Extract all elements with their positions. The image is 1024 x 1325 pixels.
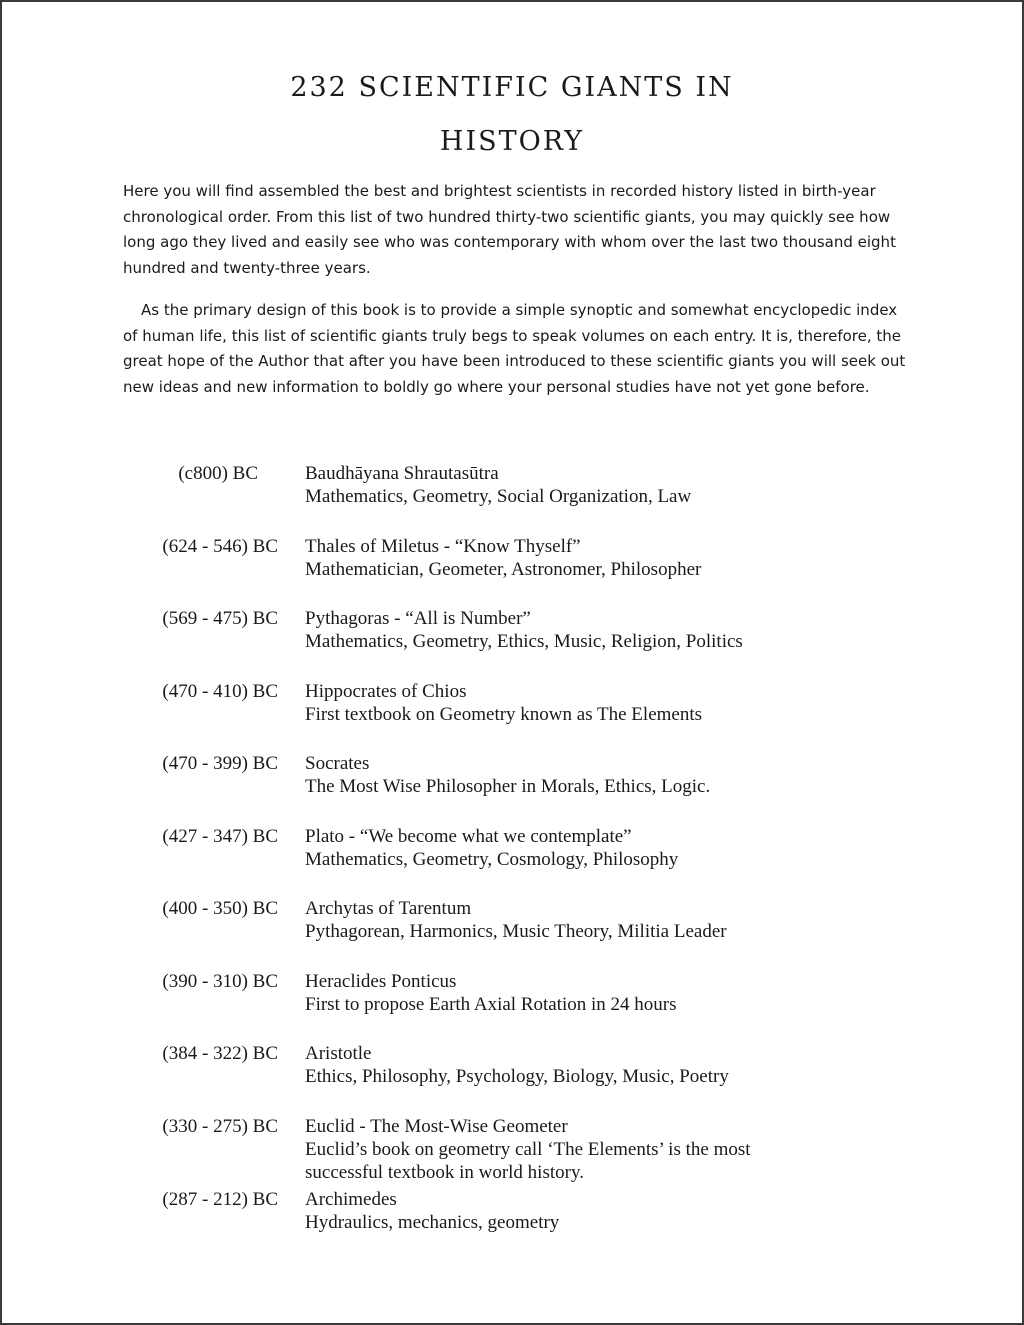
- entry-name: Aristotle: [305, 1043, 372, 1064]
- entry-date: (384 - 322) BC: [162, 1043, 278, 1064]
- entry-description: Mathematician, Geometer, Astronomer, Philosopher: [305, 558, 702, 580]
- entry-text: [305, 970, 865, 1016]
- entry-date: (400 - 350) BC: [162, 898, 278, 919]
- entry-name: Heraclides Ponticus: [305, 970, 457, 992]
- entry-description: Mathematics, Geometry, Ethics, Music, Religion, Politics: [305, 631, 743, 652]
- list-item: [2, 1115, 1022, 1188]
- intro-paragraph-1: Here you will find assembled the best and brightest scientists in recorded history listed in birth-year chronological order. From this list of two hundred thirty-two scientific giants, you may quickly see how long ago they lived and easily see who was contemporary with whom over the last two thousand eight hundred and twenty-three years.: [123, 182, 896, 277]
- entry-name: Pythagoras - “All is Number”: [305, 608, 531, 629]
- entry-name: Plato - “We become what we contemplate”: [305, 825, 632, 847]
- entry-description: Hydraulics, mechanics, geometry: [305, 1211, 560, 1233]
- entry-description: Ethics, Philosophy, Psychology, Biology, Music, Poetry: [305, 1066, 729, 1087]
- list-item: [2, 897, 1022, 970]
- entry-description: Euclid’s book on geometry call ‘The Elements’ is the most: [305, 1138, 751, 1160]
- entry-description: Pythagorean, Harmonics, Music Theory, Militia Leader: [305, 921, 727, 942]
- list-item: [2, 970, 1022, 1043]
- entry-text: [305, 1188, 865, 1234]
- entry-description: First textbook on Geometry known as The Elements: [305, 703, 703, 725]
- list-item: [2, 535, 1022, 608]
- entry-date: (470 - 410) BC: [162, 680, 278, 702]
- entry-date: (624 - 546) BC: [162, 535, 278, 557]
- entry-text: [305, 825, 865, 871]
- entry-text: [305, 535, 865, 581]
- entry-date: (c800) BC: [178, 463, 258, 484]
- entry-text: [305, 897, 865, 943]
- page-title-line-2: HISTORY: [439, 126, 585, 157]
- entry-date: (427 - 347) BC: [162, 825, 278, 847]
- entry-description: The Most Wise Philosopher in Morals, Ethics, Logic.: [305, 776, 711, 797]
- entry-date: (330 - 275) BC: [162, 1115, 278, 1137]
- entry-name: Hippocrates of Chios: [305, 680, 467, 702]
- entry-date: (287 - 212) BC: [162, 1188, 278, 1210]
- list-item: [2, 607, 1022, 680]
- page-title-line-1: 232 SCIENTIFIC GIANTS IN: [290, 72, 734, 103]
- entry-name: Archimedes: [305, 1188, 397, 1210]
- entry-text: [305, 607, 865, 653]
- entry-description-continued: successful textbook in world history.: [305, 1161, 584, 1183]
- entry-text: [305, 462, 865, 508]
- list-item: [2, 462, 1022, 535]
- list-item: [2, 680, 1022, 753]
- entry-date: (390 - 310) BC: [162, 970, 278, 992]
- list-item: [2, 752, 1022, 825]
- entry-description: First to propose Earth Axial Rotation in 24 hours: [305, 993, 677, 1015]
- intro-paragraph-2: As the primary design of this book is to provide a simple synoptic and somewhat encyclopedic index of human life, this list of scientific giants truly begs to speak volumes on each entry. It is, therefore, the great hope of the Author that after you have been introduced to these scientific giants you will seek out new ideas and new information to boldly go where your personal studies have not yet gone before.: [123, 301, 906, 396]
- entry-text: [305, 1042, 865, 1088]
- list-item: [2, 825, 1022, 898]
- entry-description: Mathematics, Geometry, Social Organization, Law: [305, 486, 692, 507]
- entry-description: Mathematics, Geometry, Cosmology, Philosophy: [305, 848, 679, 870]
- entry-name: Socrates: [305, 753, 370, 774]
- entry-text: [305, 680, 865, 726]
- entry-text: [305, 752, 865, 798]
- list-item: [2, 1042, 1022, 1115]
- entry-date: (569 - 475) BC: [162, 608, 278, 629]
- entry-name: Euclid - The Most-Wise Geometer: [305, 1115, 568, 1137]
- entry-name: Baudhāyana Shrautasūtra: [305, 463, 499, 484]
- entry-text: [305, 1115, 865, 1184]
- entry-date: (470 - 399) BC: [162, 753, 278, 774]
- scientist-list: [2, 462, 1022, 1260]
- entry-name: Thales of Miletus - “Know Thyself”: [305, 535, 581, 557]
- list-item: [2, 1188, 1022, 1261]
- entry-name: Archytas of Tarentum: [305, 898, 472, 919]
